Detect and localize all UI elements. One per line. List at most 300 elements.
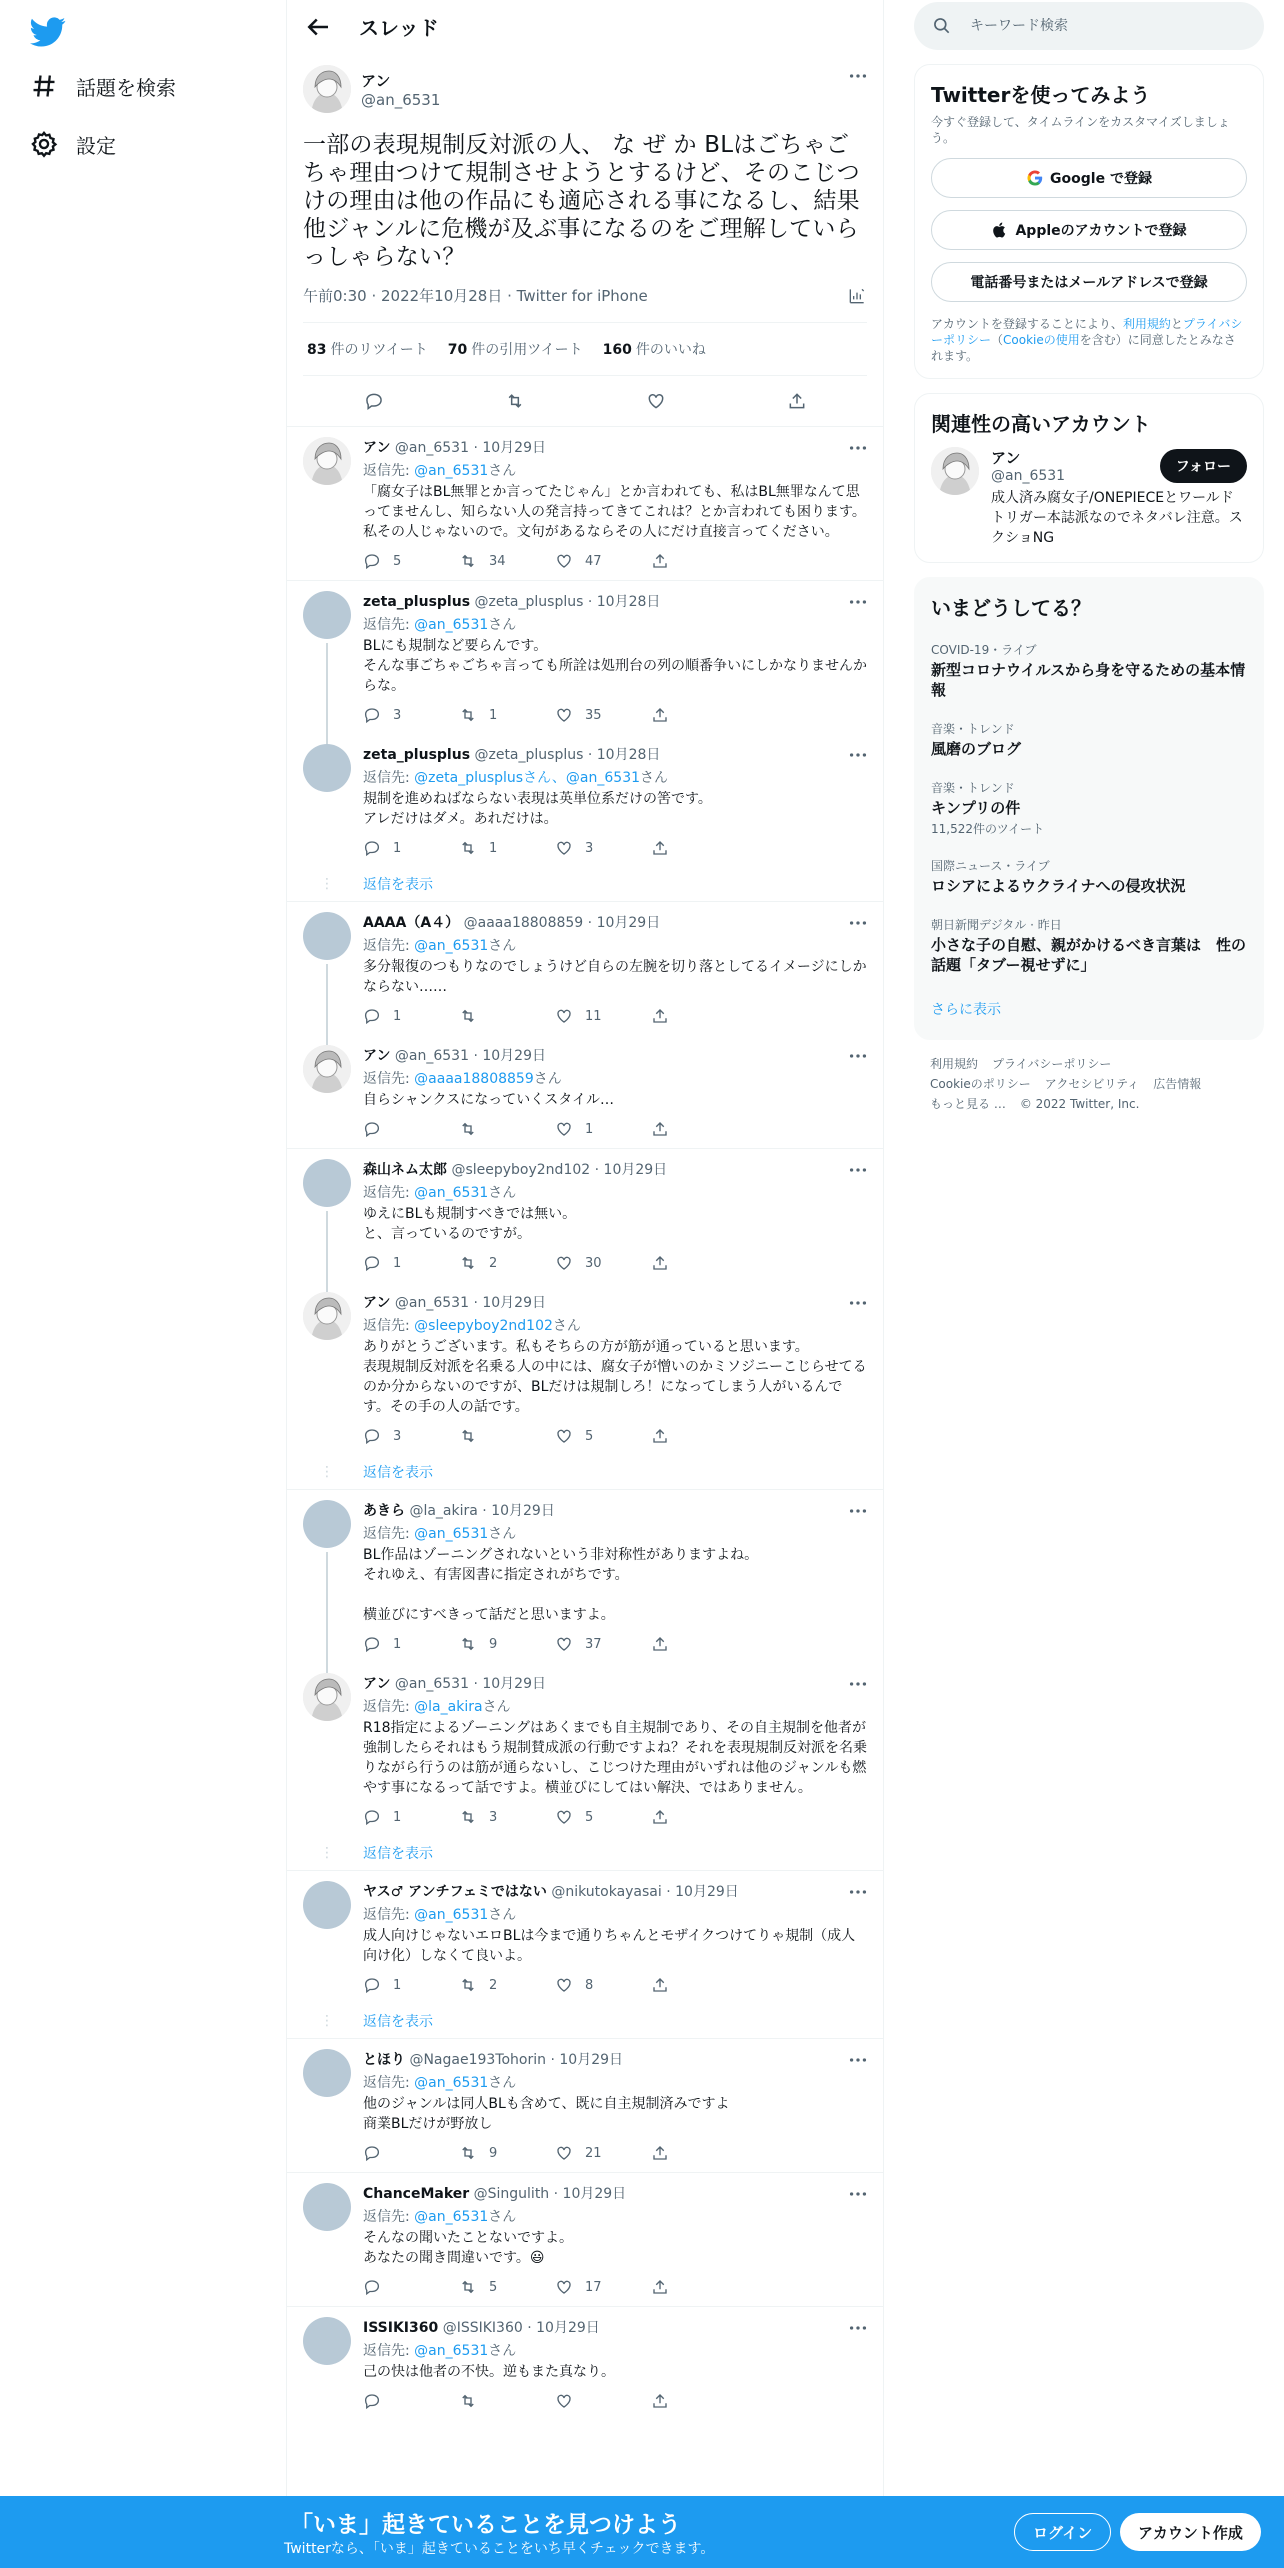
footer-link[interactable]: Cookieのポリシー bbox=[930, 1077, 1031, 1091]
reply-text: ありがとうございます。私もそちらの方が筋が通っていると思います。 表現規制反対派を名乗る人の中には、腐女子が憎いのかミソジニーこじらせてるのか分からないのですが、BLだけは規制しろ！になってしまう人がいるんです。その手の人の話です。 bbox=[363, 1339, 867, 1415]
reply-icon bbox=[363, 1254, 381, 1272]
thread-dots: ⋮ bbox=[320, 1464, 334, 1480]
reply-actions bbox=[363, 1798, 867, 1836]
reply-author-name[interactable]: アン bbox=[363, 1295, 391, 1311]
reply-icon bbox=[363, 1007, 381, 1025]
reply-text: 多分報復のつもりなのでしょうけど自らの左腕を切り落としてるイメージにしかならない…… bbox=[363, 959, 867, 995]
reply-author-name[interactable]: ヤス♂ アンチフェミではない bbox=[363, 1884, 547, 1900]
like-icon[interactable] bbox=[646, 391, 666, 411]
reply-to-link[interactable]: @an_6531 bbox=[414, 2075, 489, 2091]
footer-link[interactable]: 広告情報 bbox=[1153, 1077, 1202, 1091]
retweet-icon bbox=[459, 2392, 477, 2410]
google-signup-button[interactable] bbox=[931, 158, 1247, 198]
like-count: 37 bbox=[585, 1636, 602, 1652]
trend-item[interactable] bbox=[931, 779, 1247, 837]
reply-to-link[interactable]: @zeta_plusplusさん、@an_6531 bbox=[414, 770, 641, 786]
analytics-icon[interactable] bbox=[847, 286, 867, 306]
privacy-link[interactable]: プライバシーポリシー bbox=[931, 317, 1243, 347]
reply-author-name[interactable]: アン bbox=[363, 1676, 391, 1692]
retweet-button[interactable] bbox=[459, 1635, 555, 1653]
reply-actions bbox=[363, 1110, 867, 1148]
reply-to-suffix: さん bbox=[488, 2075, 517, 2091]
avatar[interactable] bbox=[303, 2317, 351, 2365]
reply-to-link[interactable]: @an_6531 bbox=[414, 1185, 489, 1201]
like-icon bbox=[555, 2144, 573, 2162]
reply-to-link[interactable]: @an_6531 bbox=[414, 463, 489, 479]
reply-date[interactable]: 10月28日 bbox=[596, 747, 661, 763]
reply-button[interactable] bbox=[363, 1120, 459, 1138]
reply-date[interactable]: 10月29日 bbox=[675, 1884, 739, 1900]
share-icon bbox=[651, 1120, 669, 1138]
more-options-icon[interactable] bbox=[847, 1159, 869, 1181]
quote-count[interactable]: 70 件の引用ツイート bbox=[447, 342, 583, 358]
avatar[interactable] bbox=[303, 912, 351, 960]
reply-actions bbox=[363, 1966, 867, 2004]
reply-text: 己の快は他者の不快。逆もまた真なり。 bbox=[363, 2364, 615, 2380]
reply-to-link[interactable]: @an_6531 bbox=[414, 617, 489, 633]
like-icon bbox=[555, 706, 573, 724]
author-name[interactable]: アン bbox=[361, 71, 391, 90]
more-options-icon[interactable] bbox=[847, 1673, 869, 1695]
more-options-icon[interactable] bbox=[847, 65, 869, 87]
show-replies-row bbox=[287, 1836, 883, 1870]
reply-to-prefix: 返信先: bbox=[363, 617, 410, 633]
search-box[interactable] bbox=[914, 2, 1264, 50]
reply-to-prefix: 返信先: bbox=[363, 2075, 410, 2091]
like-button[interactable] bbox=[555, 1120, 651, 1138]
reply-author-handle[interactable]: @zeta_plusplus bbox=[474, 594, 584, 610]
retweet-icon bbox=[459, 2144, 477, 2162]
share-icon bbox=[651, 2278, 669, 2296]
signup-card bbox=[914, 64, 1264, 379]
like-button[interactable] bbox=[555, 2278, 651, 2296]
like-icon bbox=[555, 2278, 573, 2296]
reply-date[interactable]: 10月29日 bbox=[559, 2052, 624, 2068]
reply-author-handle[interactable]: @aaaa18808859 bbox=[463, 915, 584, 931]
reply-button[interactable] bbox=[363, 1635, 459, 1653]
like-button[interactable] bbox=[555, 1007, 651, 1025]
reply-actions bbox=[363, 829, 867, 867]
like-count: 11 bbox=[585, 1008, 602, 1024]
reply-tweet[interactable]: あきら @la_akira · 10月29日 返信先: @an_6531さん BL作品はゾーニングされないという非対称性がありますよね。 それゆえ、有害図書に指定されがちです。 横並びにすべきって話だと思いますよ。 1 9 37 bbox=[287, 1490, 883, 1663]
like-count: 47 bbox=[585, 553, 602, 569]
reply-date[interactable]: 10月29日 bbox=[482, 440, 546, 456]
apple-icon bbox=[991, 221, 1009, 239]
more-options-icon[interactable] bbox=[847, 1292, 869, 1314]
show-replies-link[interactable]: 返信を表示 bbox=[363, 2014, 433, 2030]
reply-button[interactable] bbox=[363, 1254, 459, 1272]
retweet-button[interactable] bbox=[459, 1427, 555, 1445]
reply-count: 3 bbox=[393, 707, 402, 723]
share-icon bbox=[651, 839, 669, 857]
like-icon bbox=[555, 2392, 573, 2410]
retweet-count[interactable]: 83 件のリツイート bbox=[307, 342, 428, 358]
reply-button[interactable] bbox=[363, 1007, 459, 1025]
reply-author-name[interactable]: AAAA（A４） bbox=[363, 915, 460, 931]
avatar[interactable] bbox=[303, 744, 351, 792]
share-icon bbox=[651, 2144, 669, 2162]
left-nav bbox=[0, 0, 286, 2568]
retweet-icon bbox=[459, 839, 477, 857]
reply-date[interactable]: 10月29日 bbox=[491, 1503, 555, 1519]
reply-icon bbox=[363, 1635, 381, 1653]
reply-date[interactable]: 10月29日 bbox=[482, 1676, 546, 1692]
trend-item[interactable] bbox=[931, 857, 1247, 896]
more-options-icon[interactable] bbox=[847, 2049, 869, 2071]
reply-icon bbox=[363, 2278, 381, 2296]
reply-author-name[interactable]: アン bbox=[363, 440, 391, 456]
twitter-logo-icon[interactable] bbox=[30, 14, 66, 50]
reply-icon bbox=[363, 1427, 381, 1445]
page-title: スレッド bbox=[359, 16, 439, 40]
reply-author-name[interactable]: zeta_plusplus bbox=[363, 747, 471, 763]
reply-date[interactable]: 10月29日 bbox=[596, 915, 661, 931]
reply-icon[interactable] bbox=[364, 391, 384, 411]
reply-button[interactable] bbox=[363, 1427, 459, 1445]
related-title: 関連性の高いアカウント bbox=[931, 412, 1151, 436]
tweet-stats bbox=[303, 323, 867, 376]
reply-author-handle[interactable]: @sleepyboy2nd102 bbox=[451, 1162, 591, 1178]
retweet-count: 2 bbox=[489, 1255, 498, 1271]
reply-to-link[interactable]: @la_akira bbox=[414, 1699, 483, 1715]
reply-tweet[interactable]: アン @an_6531 · 10月29日 返信先: @sleepyboy2nd102さん ありがとうございます。私もそちらの方が筋が通っていると思います。 表現規制反対派を名乗る人の中には、腐女子が憎いのかミソジニーこじらせてるのか分からないのですが、BLだけは規制しろ！になってしまう人がいるんです。その手の人の話です。 3 5 bbox=[287, 1282, 883, 1455]
retweet-icon bbox=[459, 1254, 477, 1272]
reply-to-suffix: さん bbox=[488, 938, 517, 954]
related-handle[interactable]: @an_6531 bbox=[991, 468, 1066, 484]
reply-author-handle[interactable]: @an_6531 bbox=[394, 1048, 469, 1064]
share-button[interactable] bbox=[651, 1808, 747, 1826]
reply-author-name[interactable]: とほり bbox=[363, 2052, 405, 2068]
reply-date[interactable]: 10月29日 bbox=[562, 2186, 627, 2202]
share-icon[interactable] bbox=[787, 391, 807, 411]
reply-to-link[interactable]: @sleepyboy2nd102 bbox=[414, 1318, 553, 1334]
more-options-icon[interactable] bbox=[847, 912, 869, 934]
reply-text: BLにも規制など要らんです。 そんな事ごちゃごちゃ言っても所詮は処刑台の列の順番争いにしかなりませんからな。 bbox=[363, 638, 867, 694]
reply-to-link[interactable]: @an_6531 bbox=[414, 1907, 489, 1923]
avatar[interactable] bbox=[303, 1881, 351, 1929]
more-options-icon[interactable] bbox=[847, 437, 869, 459]
reply-button[interactable] bbox=[363, 2144, 459, 2162]
nav-explore-label: 話題を検索 bbox=[76, 75, 176, 100]
reply-button[interactable] bbox=[363, 2278, 459, 2296]
share-button[interactable] bbox=[651, 2392, 747, 2410]
retweet-button[interactable] bbox=[459, 1976, 555, 1994]
share-icon bbox=[651, 1007, 669, 1025]
share-button[interactable] bbox=[651, 2144, 747, 2162]
reply-to-link[interactable]: @aaaa18808859 bbox=[414, 1071, 534, 1087]
share-button[interactable] bbox=[651, 1427, 747, 1445]
reply-to-suffix: さん bbox=[488, 2209, 517, 2225]
signup-title: Twitterを使ってみよう bbox=[931, 83, 1151, 107]
like-button[interactable] bbox=[555, 1635, 651, 1653]
like-count: 30 bbox=[585, 1255, 602, 1271]
trend-item[interactable] bbox=[931, 916, 1247, 975]
apple-signup-button[interactable] bbox=[931, 210, 1247, 250]
avatar[interactable] bbox=[303, 1045, 351, 1093]
reply-to-suffix: さん bbox=[552, 1318, 581, 1334]
search-input[interactable] bbox=[970, 18, 1230, 34]
avatar[interactable] bbox=[303, 2049, 351, 2097]
reply-date[interactable]: 10月29日 bbox=[482, 1295, 546, 1311]
reply-tweet[interactable]: AAAA（A４） @aaaa18808859 · 10月29日 返信先: @an_6531さん 多分報復のつもりなのでしょうけど自らの左腕を切り落としてるイメージにしかならない…… 1 11 bbox=[287, 902, 883, 1035]
reply-to-prefix: 返信先: bbox=[363, 463, 410, 479]
trend-context: 音楽・トレンド bbox=[931, 781, 1015, 795]
reply-to-prefix: 返信先: bbox=[363, 2343, 410, 2359]
reply-actions bbox=[363, 1244, 867, 1282]
like-button[interactable] bbox=[555, 1808, 651, 1826]
reply-button[interactable] bbox=[363, 1808, 459, 1826]
reply-tweet[interactable]: アン @an_6531 · 10月29日 返信先: @an_6531さん 「腐女子はBL無罪とか言ってたじゃん」とか言われても、私はBL無罪なんて思ってませんし、知らない人の発言持ってきてこれは？とか言われても困ります。私その人じゃないので。文句があるならその人にだけ直接言ってください。 5 34 47 bbox=[287, 427, 883, 580]
reply-tweet[interactable]: ISSIKI360 @ISSIKI360 · 10月29日 返信先: @an_6531さん 己の快は他者の不快。逆もまた真なり。 bbox=[287, 2307, 883, 2420]
avatar[interactable] bbox=[303, 591, 351, 639]
retweet-button[interactable] bbox=[459, 706, 555, 724]
trend-title: キンプリの件 bbox=[931, 799, 1021, 817]
more-options-icon[interactable] bbox=[847, 744, 869, 766]
reply-to-prefix: 返信先: bbox=[363, 1699, 410, 1715]
retweet-button[interactable] bbox=[459, 839, 555, 857]
avatar[interactable] bbox=[303, 1673, 351, 1721]
show-more-trends-link[interactable]: さらに表示 bbox=[931, 1002, 1001, 1018]
reply-button[interactable] bbox=[363, 1976, 459, 1994]
tweet-meta[interactable]: 午前0:30 · 2022年10月28日 · Twitter for iPhone bbox=[303, 287, 648, 305]
reply-author-handle[interactable]: @Singulith bbox=[473, 2186, 550, 2202]
trend-item[interactable] bbox=[931, 641, 1247, 700]
bottombar-headline: 「いま」起きていることを見つけよう bbox=[290, 2512, 681, 2538]
reply-author-handle[interactable]: @an_6531 bbox=[394, 440, 469, 456]
reply-to-link[interactable]: @an_6531 bbox=[414, 2343, 489, 2359]
like-button[interactable] bbox=[555, 2392, 651, 2410]
show-replies-link[interactable]: 返信を表示 bbox=[363, 877, 433, 893]
author-handle[interactable]: @an_6531 bbox=[361, 90, 441, 109]
more-options-icon[interactable] bbox=[847, 591, 869, 613]
retweet-button[interactable] bbox=[459, 1120, 555, 1138]
reply-date[interactable]: 10月29日 bbox=[603, 1162, 668, 1178]
reply-actions bbox=[363, 542, 867, 580]
like-icon bbox=[555, 1427, 573, 1445]
reply-author-handle[interactable]: @ISSIKI360 bbox=[442, 2320, 523, 2336]
replies-list bbox=[287, 427, 883, 2420]
retweet-button[interactable] bbox=[459, 1254, 555, 1272]
reply-count: 3 bbox=[393, 1428, 402, 1444]
reply-tweet[interactable]: ヤス♂ アンチフェミではない @nikutokayasai · 10月29日 返信先: @an_6531さん 成人向けじゃないエロBLは今まで通りちゃんとモザイクつけてりゃ規制（成人向け化）しなくて良いよ。 1 2 8 bbox=[287, 1871, 883, 2004]
reply-button[interactable] bbox=[363, 706, 459, 724]
reply-to-suffix: さん bbox=[482, 1699, 511, 1715]
like-button[interactable] bbox=[555, 706, 651, 724]
more-options-icon[interactable] bbox=[847, 2317, 869, 2339]
hashtag-icon bbox=[30, 72, 58, 100]
bottom-signup-bar bbox=[0, 2496, 1284, 2568]
related-bio: 成人済み腐女子/ONEPIECEとワールドトリガー本誌派なのでネタバレ注意。スクショNG bbox=[991, 490, 1243, 546]
retweet-button[interactable] bbox=[459, 552, 555, 570]
retweet-button[interactable] bbox=[459, 2392, 555, 2410]
reply-count: 1 bbox=[393, 1255, 402, 1271]
reply-author-handle[interactable]: @nikutokayasai bbox=[551, 1884, 662, 1900]
more-options-icon[interactable] bbox=[847, 1881, 869, 1903]
nav-settings[interactable] bbox=[30, 122, 116, 166]
reply-button[interactable] bbox=[363, 552, 459, 570]
share-button[interactable] bbox=[651, 1635, 747, 1653]
like-icon bbox=[555, 1254, 573, 1272]
reply-icon bbox=[363, 706, 381, 724]
back-arrow-icon[interactable] bbox=[303, 12, 333, 42]
reply-to-link[interactable]: @an_6531 bbox=[414, 938, 489, 954]
reply-author-name[interactable]: zeta_plusplus bbox=[363, 594, 471, 610]
like-count[interactable]: 160 件のいいね bbox=[602, 342, 706, 358]
cookie-link[interactable]: Cookieの使用 bbox=[1003, 333, 1080, 347]
share-button[interactable] bbox=[651, 706, 747, 724]
retweet-button[interactable] bbox=[459, 2278, 555, 2296]
terms-link[interactable]: 利用規約 bbox=[1122, 317, 1171, 331]
avatar[interactable] bbox=[303, 437, 351, 485]
footer-link[interactable]: プライバシーポリシー bbox=[992, 1057, 1112, 1071]
apple-signup-label: Appleのアカウントで登録 bbox=[1015, 223, 1187, 239]
reply-icon bbox=[363, 2392, 381, 2410]
like-button[interactable] bbox=[555, 1254, 651, 1272]
more-options-icon[interactable] bbox=[847, 2183, 869, 2205]
signup-button[interactable]: アカウント作成 bbox=[1120, 2513, 1261, 2551]
reply-count: 1 bbox=[393, 1636, 402, 1652]
thread-dots: ⋮ bbox=[320, 1845, 334, 1861]
reply-to-prefix: 返信先: bbox=[363, 938, 410, 954]
share-button[interactable] bbox=[651, 1254, 747, 1272]
avatar[interactable] bbox=[303, 1500, 351, 1548]
login-button[interactable]: ログイン bbox=[1014, 2513, 1111, 2551]
footer-link[interactable]: 利用規約 bbox=[930, 1057, 979, 1071]
reply-date[interactable]: 10月29日 bbox=[536, 2320, 600, 2336]
nav-explore[interactable] bbox=[30, 64, 176, 108]
related-account[interactable] bbox=[931, 447, 1247, 548]
share-button[interactable] bbox=[651, 1120, 747, 1138]
like-button[interactable] bbox=[555, 1427, 651, 1445]
trend-item[interactable] bbox=[931, 720, 1247, 759]
reply-author-name[interactable]: ChanceMaker bbox=[363, 2186, 470, 2202]
reply-tweet[interactable]: ChanceMaker @Singulith · 10月29日 返信先: @an_6531さん そんなの聞いたことないですよ。 あなたの聞き間違いです。😃 5 17 bbox=[287, 2173, 883, 2306]
reply-tweet[interactable]: アン @an_6531 · 10月29日 返信先: @aaaa18808859さん 自らシャンクスになっていくスタイル… 1 bbox=[287, 1035, 883, 1148]
reply-to-link[interactable]: @an_6531 bbox=[414, 2209, 489, 2225]
reply-author-handle[interactable]: @zeta_plusplus bbox=[474, 747, 584, 763]
avatar[interactable] bbox=[931, 447, 979, 495]
retweet-count: 2 bbox=[489, 1977, 498, 1993]
follow-button[interactable]: フォロー bbox=[1160, 449, 1247, 483]
trend-context: COVID-19・ライブ bbox=[931, 643, 1037, 657]
reply-tweet[interactable]: 森山ネム太郎 @sleepyboy2nd102 · 10月29日 返信先: @an_6531さん ゆえにBLも規制すべきでは無い。 と、言っているのですが。 1 2 30 bbox=[287, 1149, 883, 1282]
reply-author-handle[interactable]: @Nagae193Tohorin bbox=[409, 2052, 547, 2068]
reply-author-name[interactable]: ISSIKI360 bbox=[363, 2320, 439, 2336]
more-options-icon[interactable] bbox=[847, 1045, 869, 1067]
reply-author-name[interactable]: 森山ネム太郎 bbox=[363, 1162, 447, 1178]
tweet-actions bbox=[303, 376, 867, 426]
right-column bbox=[914, 0, 1264, 1114]
thread-line bbox=[326, 1552, 328, 1675]
reply-count: 1 bbox=[393, 1977, 402, 1993]
trends-card bbox=[914, 577, 1264, 1040]
share-icon bbox=[651, 552, 669, 570]
reply-button[interactable] bbox=[363, 839, 459, 857]
reply-author-name[interactable]: アン bbox=[363, 1048, 391, 1064]
thread-line bbox=[326, 643, 328, 746]
reply-to-prefix: 返信先: bbox=[363, 1526, 410, 1542]
reply-author-handle[interactable]: @la_akira bbox=[409, 1503, 478, 1519]
google-signup-label: Google で登録 bbox=[1050, 171, 1152, 187]
related-name[interactable]: アン bbox=[991, 449, 1021, 467]
reply-count: 5 bbox=[393, 553, 402, 569]
show-replies-link[interactable]: 返信を表示 bbox=[363, 1465, 433, 1481]
reply-tweet[interactable]: zeta_plusplus @zeta_plusplus · 10月28日 返信先: @zeta_plusplusさん、@an_6531さん 規制を進めねばならない表現は英単位系だけの筈です。 アレだけはダメ。あれだけは。 1 1 3 bbox=[287, 734, 883, 867]
reply-to-prefix: 返信先: bbox=[363, 1318, 410, 1334]
share-button[interactable] bbox=[651, 1976, 747, 1994]
avatar[interactable] bbox=[303, 65, 351, 113]
share-button[interactable] bbox=[651, 839, 747, 857]
reply-button[interactable] bbox=[363, 2392, 459, 2410]
retweet-icon bbox=[459, 1120, 477, 1138]
reply-icon bbox=[363, 552, 381, 570]
avatar[interactable] bbox=[303, 2183, 351, 2231]
share-icon bbox=[651, 706, 669, 724]
like-button[interactable] bbox=[555, 1976, 651, 1994]
email-signup-button[interactable] bbox=[931, 262, 1247, 302]
trend-title: 風磨のブログ bbox=[931, 740, 1022, 758]
footer-link[interactable]: アクセシビリティ bbox=[1044, 1077, 1140, 1091]
like-button[interactable] bbox=[555, 2144, 651, 2162]
like-button[interactable] bbox=[555, 552, 651, 570]
like-count: 8 bbox=[585, 1977, 594, 1993]
retweet-count: 3 bbox=[489, 1809, 498, 1825]
reply-tweet[interactable]: zeta_plusplus @zeta_plusplus · 10月28日 返信先: @an_6531さん BLにも規制など要らんです。 そんな事ごちゃごちゃ言っても所詮は処刑台の列の順番争いにしかなりませんからな。 3 1 35 bbox=[287, 581, 883, 734]
show-replies-link[interactable]: 返信を表示 bbox=[363, 1846, 433, 1862]
reply-to-prefix: 返信先: bbox=[363, 1185, 410, 1201]
reply-author-handle[interactable]: @an_6531 bbox=[394, 1676, 469, 1692]
reply-text: R18指定によるゾーニングはあくまでも自主規制であり、その自主規制を他者が強制したらそれはもう規制賛成派の行動ですよね？それを表現規制反対派を名乗りながら行うのは筋が通らないし、こじつけた理由がいずれは他のジャンルも燃やす事になるって話ですよ。横並びにしてはい解決、ではありません。 bbox=[363, 1720, 867, 1796]
retweet-button[interactable] bbox=[459, 1007, 555, 1025]
retweet-count: 34 bbox=[489, 553, 506, 569]
reply-author-handle[interactable]: @an_6531 bbox=[394, 1295, 469, 1311]
reply-tweet[interactable]: アン @an_6531 · 10月29日 返信先: @la_akiraさん R18指定によるゾーニングはあくまでも自主規制であり、その自主規制を他者が強制したらそれはもう規制賛成派の行動ですよね？それを表現規制反対派を名乗りながら行うのは筋が通らないし、こじつけた理由がいずれは他のジャンルも燃やす事になるって話ですよ。横並びにしてはい解決、ではありません。 1 3 5 bbox=[287, 1663, 883, 1836]
retweet-icon[interactable] bbox=[505, 391, 525, 411]
like-button[interactable] bbox=[555, 839, 651, 857]
reply-count: 1 bbox=[393, 1809, 402, 1825]
retweet-button[interactable] bbox=[459, 2144, 555, 2162]
share-button[interactable] bbox=[651, 552, 747, 570]
share-button[interactable] bbox=[651, 2278, 747, 2296]
reply-to-link[interactable]: @an_6531 bbox=[414, 1526, 489, 1542]
more-options-icon[interactable] bbox=[847, 1500, 869, 1522]
trend-count: 11,522件のツイート bbox=[931, 822, 1045, 836]
reply-tweet[interactable]: とほり @Nagae193Tohorin · 10月29日 返信先: @an_6531さん 他のジャンルは同人BLも含めて、既に自主規制済みですよ 商業BLだけが野放し 9 21 bbox=[287, 2039, 883, 2172]
retweet-count: 1 bbox=[489, 840, 498, 856]
avatar[interactable] bbox=[303, 1292, 351, 1340]
share-icon bbox=[651, 1254, 669, 1272]
reply-count: 1 bbox=[393, 840, 402, 856]
reply-text: ゆえにBLも規制すべきでは無い。 と、言っているのですが。 bbox=[363, 1206, 577, 1242]
reply-date[interactable]: 10月29日 bbox=[482, 1048, 546, 1064]
reply-icon bbox=[363, 1120, 381, 1138]
retweet-count: 1 bbox=[489, 707, 498, 723]
retweet-count: 5 bbox=[489, 2279, 498, 2295]
footer-more-link[interactable]: もっと見る … bbox=[930, 1097, 1006, 1111]
retweet-count: 9 bbox=[489, 2145, 498, 2161]
retweet-icon bbox=[459, 2278, 477, 2296]
reply-to-suffix: さん bbox=[488, 2343, 517, 2359]
retweet-button[interactable] bbox=[459, 1808, 555, 1826]
reply-author-name[interactable]: あきら bbox=[363, 1503, 405, 1519]
trend-context: 国際ニュース・ライブ bbox=[931, 859, 1050, 873]
reply-date[interactable]: 10月28日 bbox=[596, 594, 661, 610]
share-button[interactable] bbox=[651, 1007, 747, 1025]
avatar[interactable] bbox=[303, 1159, 351, 1207]
trend-title: 新型コロナウイルスから身を守るための基本情報 bbox=[931, 661, 1246, 699]
reply-text: 規制を進めねばならない表現は英単位系だけの筈です。 アレだけはダメ。あれだけは。 bbox=[363, 791, 712, 827]
reply-text: BL作品はゾーニングされないという非対称性がありますよね。 それゆえ、有害図書に指定されがちです。 横並びにすべきって話だと思いますよ。 bbox=[363, 1547, 759, 1623]
